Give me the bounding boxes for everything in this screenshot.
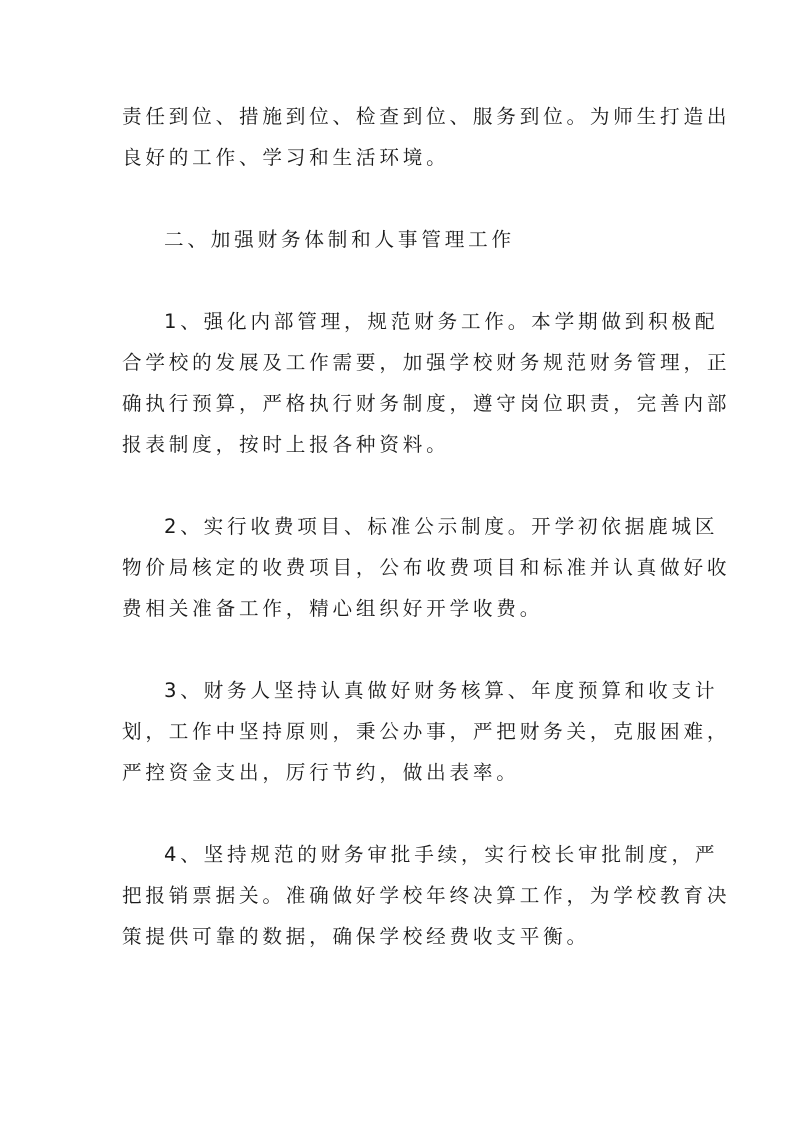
document-body <box>122 96 731 957</box>
paragraph-gap <box>122 260 682 301</box>
text-line: 报表制度，按时上报各种资料。 <box>122 433 450 456</box>
text-line: 严控资金支出，厉行节约，做出表率。 <box>122 761 520 784</box>
paragraph-gap <box>122 793 682 834</box>
paragraph-gap <box>122 465 682 506</box>
text-line: 良好的工作、学习和生活环境。 <box>122 146 450 169</box>
text-line: 1、强化内部管理，规范财务工作。本学期做到积极配 <box>164 310 719 333</box>
text-line: 责任到位、措施到位、检查到位、服务到位。为师生打造出 <box>122 105 731 128</box>
text-line: 合学校的发展及工作需要，加强学校财务规范财务管理，正 <box>122 351 731 374</box>
paragraph-gap <box>122 178 682 219</box>
item-2-paragraph <box>122 506 731 629</box>
text-line: 划，工作中坚持原则，秉公办事，严把财务关，克服困难， <box>122 720 731 743</box>
text-line: 费相关准备工作，精心组织好开学收费。 <box>122 597 544 620</box>
item-3-paragraph <box>122 670 731 793</box>
intro-paragraph <box>122 96 731 178</box>
item-1-paragraph <box>122 301 731 465</box>
section-heading <box>122 219 682 260</box>
text-line: 2、实行收费项目、标准公示制度。开学初依据鹿城区 <box>164 515 719 538</box>
text-line: 策提供可靠的数据，确保学校经费收支平衡。 <box>122 925 590 948</box>
text-line: 3、财务人坚持认真做好财务核算、年度预算和收支计 <box>164 679 719 702</box>
paragraph-gap <box>122 629 682 670</box>
heading-text: 二、加强财务体制和人事管理工作 <box>164 228 515 251</box>
text-line: 把报销票据关。准确做好学校年终决算工作，为学校教育决 <box>122 884 731 907</box>
text-line: 物价局核定的收费项目，公布收费项目和标准并认真做好收 <box>122 556 731 579</box>
text-line: 4、坚持规范的财务审批手续，实行校长审批制度，严 <box>164 843 719 866</box>
item-4-paragraph <box>122 834 731 957</box>
text-line: 确执行预算，严格执行财务制度，遵守岗位职责，完善内部 <box>122 392 731 415</box>
